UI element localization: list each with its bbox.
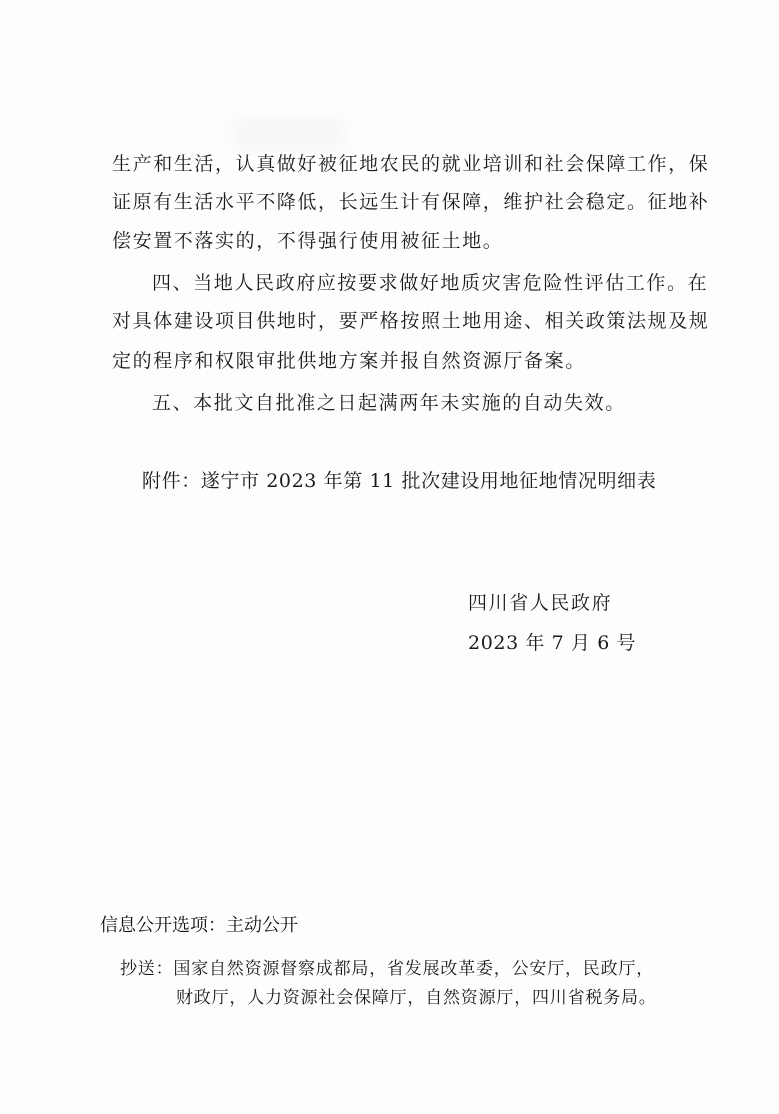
cc-list-line-2: 财政厅，人力资源社会保障厅，自然资源厅，四川省税务局。 bbox=[176, 988, 657, 1008]
body-line-2: 证原有生活水平不降低，长远生计有保障，维护社会稳定。征地补 bbox=[112, 191, 710, 213]
cc-list-line-1: 抄送：国家自然资源督察成都局，省发展改革委，公安厅，民政厅， bbox=[120, 959, 654, 979]
signature-organization: 四川省人民政府 bbox=[468, 592, 613, 614]
disclosure-option: 信息公开选项：主动公开 bbox=[100, 915, 298, 936]
attachment-note: 附件：遂宁市 2023 年第 11 批次建设用地征地情况明细表 bbox=[142, 470, 657, 492]
body-line-6: 定的程序和权限审批供地方案并报自然资源厅备案。 bbox=[112, 350, 586, 372]
body-line-7: 五、本批文自批准之日起满两年未实施的自动失效。 bbox=[152, 392, 626, 414]
scan-smudge bbox=[234, 118, 344, 148]
body-line-5: 对具体建设项目供地时，要严格按照土地用途、相关政策法规及规 bbox=[112, 310, 710, 332]
body-line-3: 偿安置不落实的，不得强行使用被征土地。 bbox=[112, 230, 504, 252]
signature-date: 2023 年 7 月 6 号 bbox=[468, 632, 637, 654]
body-line-4: 四、当地人民政府应按要求做好地质灾害危险性评估工作。在 bbox=[152, 272, 709, 294]
body-line-1: 生产和生活，认真做好被征地农民的就业培训和社会保障工作，保 bbox=[112, 153, 710, 175]
